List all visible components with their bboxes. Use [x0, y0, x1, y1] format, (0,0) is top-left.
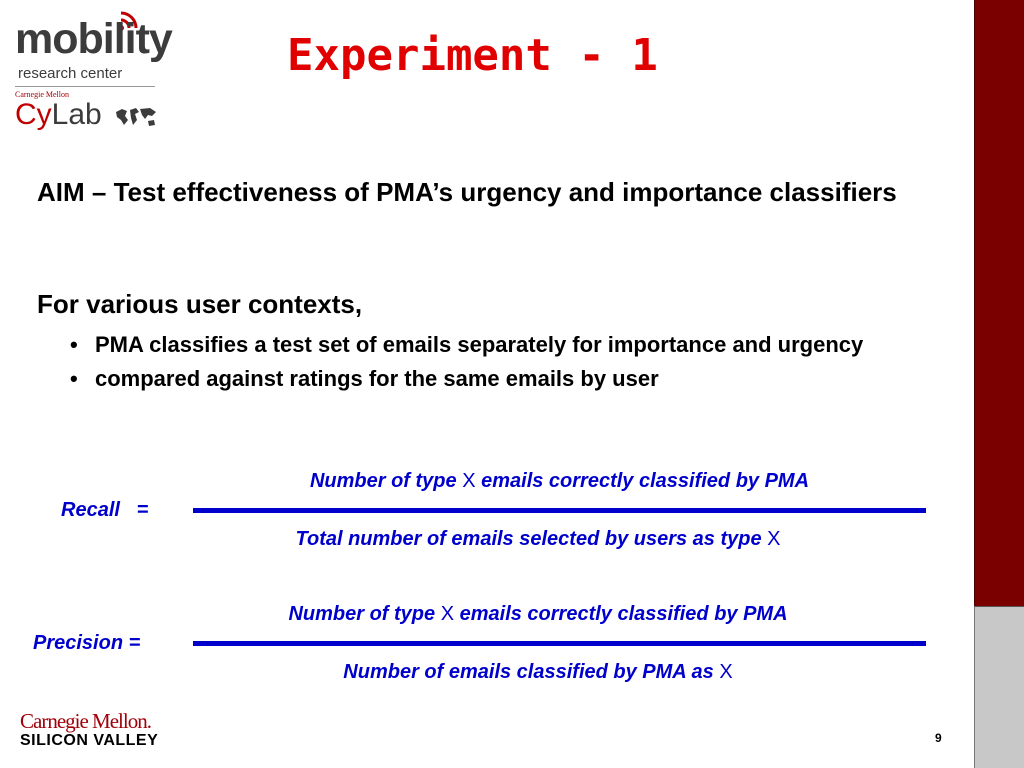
precision-numerator-pre: Number of type — [288, 603, 441, 625]
bullet-list — [70, 328, 930, 396]
precision-fraction-bar — [193, 641, 926, 646]
logo-research-center-text: research center — [18, 65, 123, 82]
recall-numerator-post: emails correctly classified by PMA — [475, 470, 810, 492]
recall-numerator — [193, 470, 926, 493]
precision-numerator — [193, 603, 883, 626]
bullet-dot: • — [70, 366, 78, 391]
precision-denominator-pre: Number of emails classified by PMA as — [343, 661, 720, 683]
logo-cy: Cy — [15, 98, 52, 131]
bullet-dot: • — [70, 332, 78, 357]
logo-lab: Lab — [51, 98, 102, 131]
mobility-cylab-logo — [15, 8, 172, 133]
precision-denominator — [193, 661, 883, 684]
bullet-text: PMA classifies a test set of emails separately for importance and urgency — [95, 332, 864, 357]
logo-divider — [15, 86, 155, 87]
page-number: 9 — [935, 731, 942, 745]
sidebar-gray-band — [974, 606, 1024, 768]
precision-label: Precision = — [33, 632, 141, 654]
logo-carnegie-mellon-text: Carnegie Mellon — [15, 90, 69, 99]
bullet-item — [70, 362, 930, 396]
logo-cylab-text — [15, 100, 102, 130]
world-map-icon — [115, 106, 157, 128]
recall-denominator — [193, 528, 883, 551]
precision-denominator-variable: X — [719, 661, 733, 683]
bullet-text: compared against ratings for the same emails by user — [95, 366, 659, 391]
footer-carnegie-mellon-text: Carnegie Mellon. — [20, 709, 151, 733]
recall-label: Recall = — [61, 499, 149, 521]
recall-numerator-pre: Number of type — [309, 470, 463, 492]
footer-silicon-valley-text: SILICON VALLEY — [20, 732, 159, 749]
recall-denominator-pre: Total number of emails selected by users as type — [295, 528, 768, 550]
precision-numerator-variable: X — [440, 603, 455, 625]
logo-mobility-text: mobility — [15, 15, 172, 63]
precision-numerator-post: emails correctly classified by PMA — [454, 603, 788, 625]
recall-fraction-bar — [193, 508, 926, 513]
cmu-silicon-valley-logo — [20, 711, 158, 749]
bullet-item — [70, 328, 930, 362]
recall-denominator-variable: X — [767, 528, 781, 550]
aim-statement: AIM – Test effectiveness of PMA’s urgency and importance classifiers — [37, 177, 897, 207]
contexts-heading: For various user contexts, — [37, 289, 363, 319]
recall-numerator-variable: X — [462, 470, 476, 492]
slide-title: Experiment - 1 — [287, 30, 658, 81]
sidebar-red-band — [974, 0, 1024, 606]
